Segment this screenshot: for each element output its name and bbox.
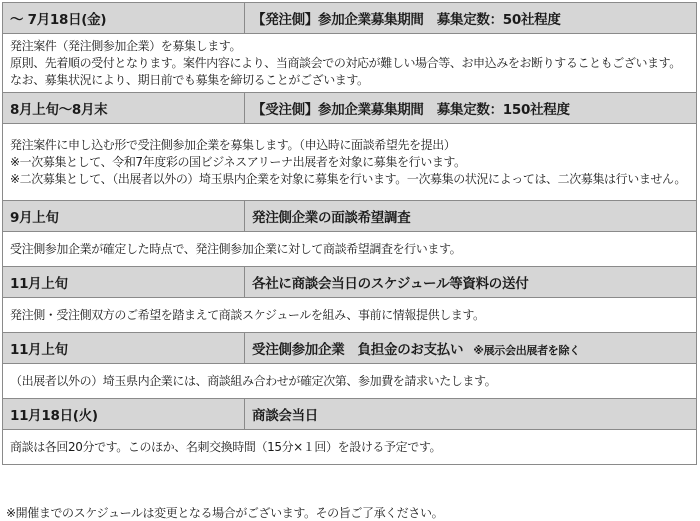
schedule-header-row [3, 267, 697, 298]
description-line: 商談は各回20分です。このほか、名刺交換時間（15分×１回）を設ける予定です。 [10, 439, 442, 454]
schedule-header-row [3, 399, 697, 430]
schedule-title-text: 受注側参加企業 負担金のお支払い [252, 342, 464, 358]
schedule-description [3, 232, 697, 267]
description-line: （出展者以外の）埼玉県内企業には、商談組み合わせが確定次第、参加費を請求いたします。 [10, 373, 497, 388]
schedule-title-text: 【受注側】参加企業募集期間 募集定数：150社程度 [252, 102, 570, 118]
schedule-header-row [3, 333, 697, 364]
schedule-date: 9月上旬 [3, 201, 245, 232]
schedule-title [245, 399, 697, 430]
schedule-header-row [3, 201, 697, 232]
schedule-title-text: 発注側企業の面談希望調査 [252, 210, 411, 226]
schedule-description [3, 430, 697, 465]
schedule-description-row [3, 124, 697, 201]
schedule-date: ～ 7月18日(金) [3, 3, 245, 34]
schedule-description [3, 124, 697, 201]
schedule-description [3, 34, 697, 93]
description-line: ※一次募集として、令和7年度彩の国ビジネスアリーナ出展者を対象に募集を行います。 [10, 154, 466, 169]
schedule-header-row [3, 93, 697, 124]
description-line: 発注側・受注側双方のご希望を踏まえて商談スケジュールを組み、事前に情報提供します。 [10, 307, 485, 322]
schedule-description-row [3, 298, 697, 333]
description-line: 発注案件に申し込む形で受注側参加企業を募集します。（申込時に面談希望先を提出） [10, 137, 456, 152]
schedule-description-row [3, 430, 697, 465]
schedule-description-row [3, 364, 697, 399]
schedule-description-row [3, 232, 697, 267]
schedule-date: 11月上旬 [3, 267, 245, 298]
schedule-title-text: 商談会当日 [252, 408, 318, 424]
schedule-title [245, 3, 697, 34]
schedule-title [245, 93, 697, 124]
schedule-title [245, 333, 697, 364]
schedule-title [245, 201, 697, 232]
schedule-title-text: 各社に商談会当日のスケジュール等資料の送付 [252, 276, 529, 292]
schedule-description [3, 298, 697, 333]
schedule-description [3, 364, 697, 399]
schedule-table [2, 2, 697, 465]
description-line: 原則、先着順の受付となります。案件内容により、当商談会での対応が難しい場合等、お申込みをお断りすることもございます。なお、募集状況により、期日前でも募集を締切ることがございます。 [10, 55, 681, 87]
schedule-date: 11月18日(火) [3, 399, 245, 430]
schedule-date: 11月上旬 [3, 333, 245, 364]
schedule-date: 8月上旬～8月末 [3, 93, 245, 124]
schedule-title-text: 【発注側】参加企業募集期間 募集定数：50社程度 [252, 12, 561, 28]
description-line: 発注案件（発注側参加企業）を募集します。 [10, 38, 242, 53]
schedule-title-note: ※展示会出展者を除く [473, 344, 580, 357]
schedule-footnote: ※開催までのスケジュールは変更となる場合がございます。その旨ご了承ください。 [6, 506, 444, 520]
schedule-title [245, 267, 697, 298]
description-line: ※二次募集として、（出展者以外の）埼玉県内企業を対象に募集を行います。一次募集の状況によっては、二次募集は行いません。 [10, 171, 686, 186]
description-line: 受注側参加企業が確定した時点で、発注側参加企業に対して商談希望調査を行います。 [10, 241, 462, 256]
schedule-description-row [3, 34, 697, 93]
schedule-header-row [3, 3, 697, 34]
